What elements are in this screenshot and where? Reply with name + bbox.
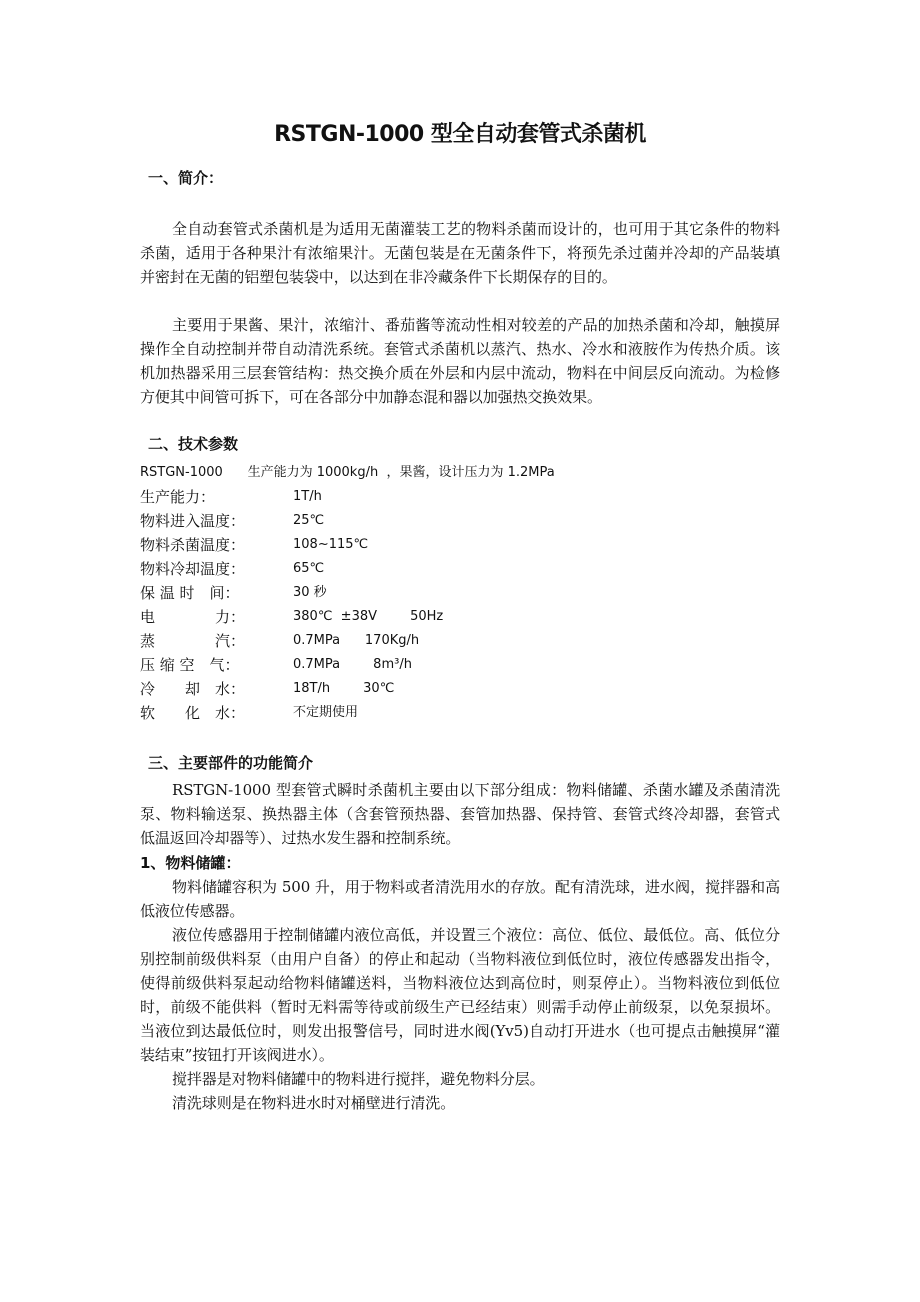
param-value: 18T/h 30℃ — [293, 681, 395, 696]
param-value: 25℃ — [293, 513, 325, 528]
storage-tank-paragraph-3: 搅拌器是对物料储罐中的物料进行搅拌，避免物料分层。 — [172, 1070, 545, 1088]
storage-tank-paragraph-1: 物料储罐容积为 500 升，用于物料或者清洗用水的存放。配有清洗球，进水阀，搅拌器和高低液位传感器。 — [140, 878, 780, 920]
param-value: 65℃ — [293, 561, 325, 576]
storage-tank-paragraph-4: 清洗球则是在物料进水时对桶壁进行清洗。 — [172, 1094, 456, 1112]
param-label: 电 力： — [140, 608, 246, 626]
param-label: 生产能力： — [140, 488, 216, 506]
intro-paragraph-2: 主要用于果酱、果汁，浓缩汁、番茄酱等流动性相对较差的产品的加热杀菌和冷却，触摸屏操作全自动控制并带自动清洗系统。套管式杀菌机以蒸汽、热水、冷水和液胺作为传热介质。该机加热器采用三层套管结构：热交换介质在外层和内层中流动，物料在中间层反向流动。为检修方便其中间管可拆下，可在各部分中加静态混和器以加强热交换效果。 — [140, 316, 780, 406]
param-label: 软 化 水： — [140, 704, 246, 722]
document-title: RSTGN-1000 型全自动套管式杀菌机 — [274, 122, 646, 147]
section-heading-components: 三、主要部件的功能简介 — [148, 754, 314, 772]
model-capacity-line: RSTGN-1000 生产能力为 1000kg/h ，果酱，设计压力为 1.2MPa — [140, 465, 555, 480]
param-value: 0.7MPa 8m³/h — [293, 657, 412, 672]
param-label: 蒸 汽： — [140, 632, 246, 650]
param-value: 30 秒 — [293, 585, 327, 600]
section-heading-tech-params: 二、技术参数 — [148, 435, 239, 453]
components-intro-paragraph: RSTGN-1000 型套管式瞬时杀菌机主要由以下部分组成：物料储罐、杀菌水罐及杀菌清洗泵、物料输送泵、换热器主体（含套管预热器、套管加热器、保持管、套管式终冷却器，套管式低温返回冷却器等）、过热水发生器和控制系统。 — [140, 781, 780, 847]
param-value: 108~115℃ — [293, 537, 369, 552]
subsection-heading-storage-tank: 1、物料储罐： — [140, 854, 241, 872]
section-heading-intro: 一、简介： — [148, 169, 224, 187]
param-label: 保 温 时 间： — [140, 584, 240, 602]
param-label: 物料进入温度： — [140, 512, 246, 530]
storage-tank-paragraph-2: 液位传感器用于控制储罐内液位高低，并设置三个液位：高位、低位、最低位。高、低位分别控制前级供料泵（由用户自备）的停止和起动（当物料液位到低位时，液位传感器发出指令，使得前级供料泵起动给物料储罐送料，当物料液位达到高位时，则泵停止）。当物料液位到低位时，前级不能供料（暂时无料需等待或前级生产已经结束）则需手动停止前级泵，以免泵损坏。当液位到达最低位时，则发出报警信号，同时进水阀(Yv5)自动打开进水（也可提点击触摸屏“灌装结束”按钮打开该阀进水）。 — [140, 926, 780, 1064]
param-value: 380℃ ±38V 50Hz — [293, 609, 444, 624]
param-label: 压 缩 空 气： — [140, 656, 240, 674]
param-label: 冷 却 水： — [140, 680, 246, 698]
param-value: 0.7MPa 170Kg/h — [293, 633, 420, 648]
param-label: 物料冷却温度： — [140, 560, 246, 578]
param-value: 1T/h — [293, 489, 322, 504]
param-value: 不定期使用 — [293, 705, 359, 720]
intro-paragraph-1: 全自动套管式杀菌机是为适用无菌灌装工艺的物料杀菌而设计的，也可用于其它条件的物料杀菌，适用于各种果汁有浓缩果汁。无菌包装是在无菌条件下，将预先杀过菌并冷却的产品装填并密封在无菌的铝塑包装袋中，以达到在非冷藏条件下长期保存的目的。 — [140, 220, 780, 286]
param-label: 物料杀菌温度： — [140, 536, 246, 554]
